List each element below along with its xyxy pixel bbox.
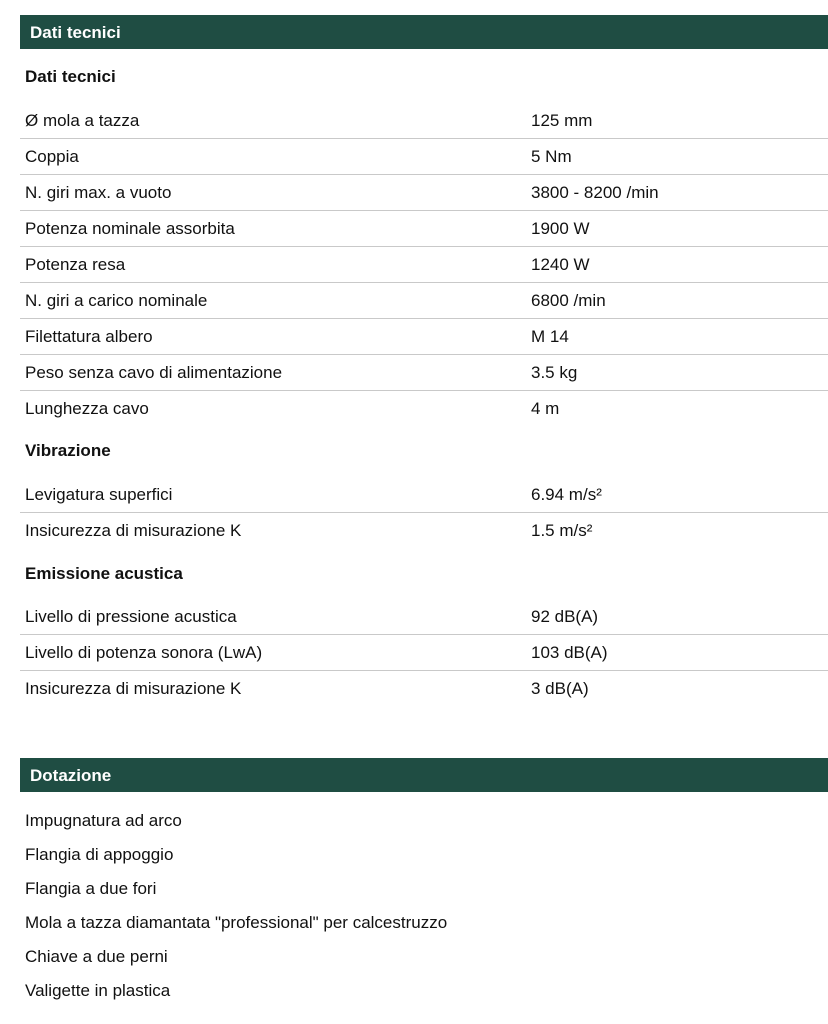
spec-row: [20, 671, 828, 707]
spec-label: Ø mola a tazza: [25, 111, 140, 130]
spec-value: 4 m: [531, 399, 560, 418]
spec-value: 5 Nm: [531, 147, 572, 166]
spec-value: 3 dB(A): [531, 679, 589, 698]
spec-value: M 14: [531, 327, 569, 346]
spec-label: Coppia: [25, 147, 79, 166]
spec-value: 1.5 m/s²: [531, 521, 593, 540]
spec-row: [20, 283, 828, 319]
equipment-item: Valigette in plastica: [25, 981, 171, 1000]
equipment-item: Chiave a due perni: [25, 947, 168, 966]
spec-value: 6800 /min: [531, 291, 606, 310]
group-title-tech-data: Dati tecnici: [25, 67, 116, 86]
spec-label: Livello di pressione acustica: [25, 607, 237, 626]
spec-label: Filettatura albero: [25, 327, 153, 346]
spec-value: 1900 W: [531, 219, 590, 238]
equipment-item: Impugnatura ad arco: [25, 811, 182, 830]
spec-row: [20, 391, 828, 427]
spec-value: 125 mm: [531, 111, 593, 130]
spec-value: 3800 - 8200 /min: [531, 183, 659, 202]
group-title-noise-emission: Emissione acustica: [25, 564, 183, 583]
spec-row: [20, 599, 828, 635]
spec-value: 92 dB(A): [531, 607, 599, 626]
spec-label: Potenza resa: [25, 255, 126, 274]
spec-value: 6.94 m/s²: [531, 485, 602, 504]
spec-row: [20, 355, 828, 391]
spec-row: [20, 175, 828, 211]
spec-row: [20, 477, 828, 513]
spec-row: [20, 635, 828, 671]
spec-label: Peso senza cavo di alimentazione: [25, 363, 283, 382]
spec-label: N. giri a carico nominale: [25, 291, 208, 310]
spec-value: 1240 W: [531, 255, 590, 274]
group-title-vibration: Vibrazione: [25, 441, 111, 460]
equipment-header: Dotazione: [20, 758, 828, 792]
spec-row: [20, 513, 828, 549]
spec-label: Potenza nominale assorbita: [25, 219, 235, 238]
spec-row: [20, 103, 828, 139]
spec-label: Levigatura superfici: [25, 485, 173, 504]
spec-label: Lunghezza cavo: [25, 399, 149, 418]
equipment-item: Mola a tazza diamantata "professional" per calcestruzzo: [25, 913, 448, 932]
spec-label: Insicurezza di misurazione K: [25, 679, 242, 698]
spec-label: N. giri max. a vuoto: [25, 183, 172, 202]
spec-label: Livello di potenza sonora (LwA): [25, 643, 263, 662]
spec-row: [20, 139, 828, 175]
spec-row: [20, 211, 828, 247]
tech-data-header: Dati tecnici: [20, 15, 828, 49]
spec-row: [20, 319, 828, 355]
equipment-item: Flangia a due fori: [25, 879, 157, 898]
spec-label: Insicurezza di misurazione K: [25, 521, 242, 540]
spec-value: 103 dB(A): [531, 643, 608, 662]
equipment-item: Flangia di appoggio: [25, 845, 174, 864]
spec-row: [20, 247, 828, 283]
spec-value: 3.5 kg: [531, 363, 578, 382]
